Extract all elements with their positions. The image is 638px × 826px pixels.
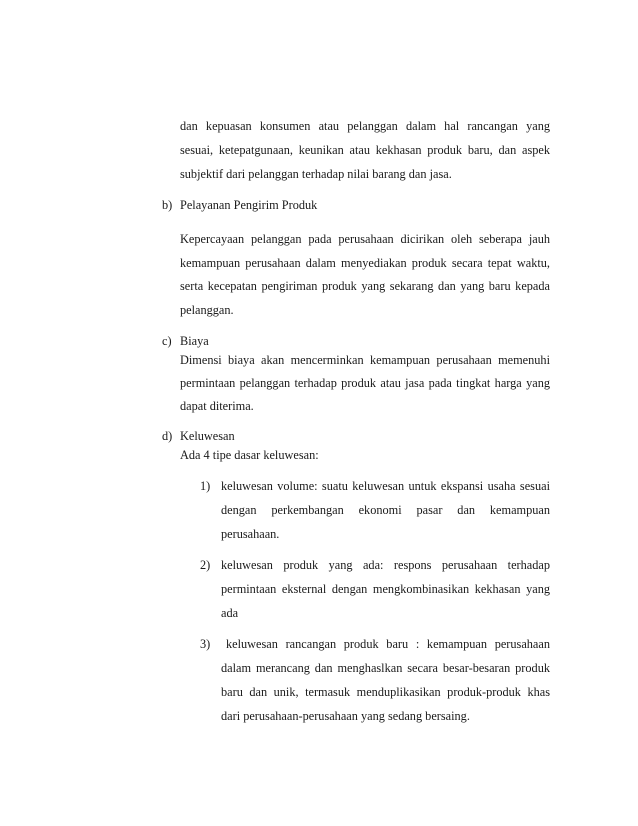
list-item-line: keluwesan rancangan produk baru : kemampuan perusahaan — [226, 637, 550, 651]
list-item-marker: 2) — [200, 558, 211, 572]
list-item-line: keluwesan produk yang ada: respons perusahaan terhadap — [221, 558, 550, 572]
list-item-line: permintaan eksternal dengan mengkombinasikan kekhasan yang — [221, 582, 550, 596]
section-d-heading: Keluwesan — [180, 429, 235, 443]
intro-line: subjektif dari pelanggan terhadap nilai barang dan jasa. — [180, 167, 452, 181]
list-item-line: keluwesan volume: suatu keluwesan untuk ekspansi usaha sesuai — [221, 479, 550, 493]
list-item-line: ada — [221, 606, 239, 620]
list-item-line: dengan perkembangan ekonomi pasar dan kemampuan — [221, 503, 550, 517]
section-c-marker: c) — [162, 334, 172, 348]
list-item-marker: 3) — [200, 637, 211, 651]
intro-line: dan kepuasan konsumen atau pelanggan dalam hal rancangan yang — [180, 119, 550, 133]
section-d-subheading: Ada 4 tipe dasar keluwesan: — [180, 448, 319, 462]
intro-line: sesuai, ketepatgunaan, keunikan atau kekhasan produk baru, dan aspek — [180, 143, 550, 157]
section-b-line: pelanggan. — [180, 303, 234, 317]
section-c-heading: Biaya — [180, 334, 209, 348]
list-item-marker: 1) — [200, 479, 211, 493]
section-b-line: kemampuan perusahaan dalam menyediakan produk secara tepat waktu, — [180, 256, 550, 270]
section-b-line: serta kecepatan pengiriman produk yang sekarang dan yang baru kepada — [180, 279, 550, 293]
list-item-line: dari perusahaan-perusahaan yang sedang bersaing. — [221, 709, 470, 723]
list-item-line: baru dan unik, termasuk menduplikasikan produk-produk khas — [221, 685, 550, 699]
list-item-line: dalam merancang dan menghaslkan secara besar-besaran produk — [221, 661, 550, 675]
section-c-line: permintaan pelanggan terhadap produk atau jasa pada tingkat harga yang — [180, 376, 550, 390]
section-c-line: Dimensi biaya akan mencerminkan kemampuan perusahaan memenuhi — [180, 353, 550, 367]
list-item-line: perusahaan. — [221, 527, 280, 541]
section-b-line: Kepercayaan pelanggan pada perusahaan dicirikan oleh seberapa jauh — [180, 232, 550, 246]
section-c-line: dapat diterima. — [180, 399, 254, 413]
section-d-marker: d) — [162, 429, 173, 443]
section-b-heading: Pelayanan Pengirim Produk — [180, 198, 318, 212]
section-b-marker: b) — [162, 198, 173, 212]
